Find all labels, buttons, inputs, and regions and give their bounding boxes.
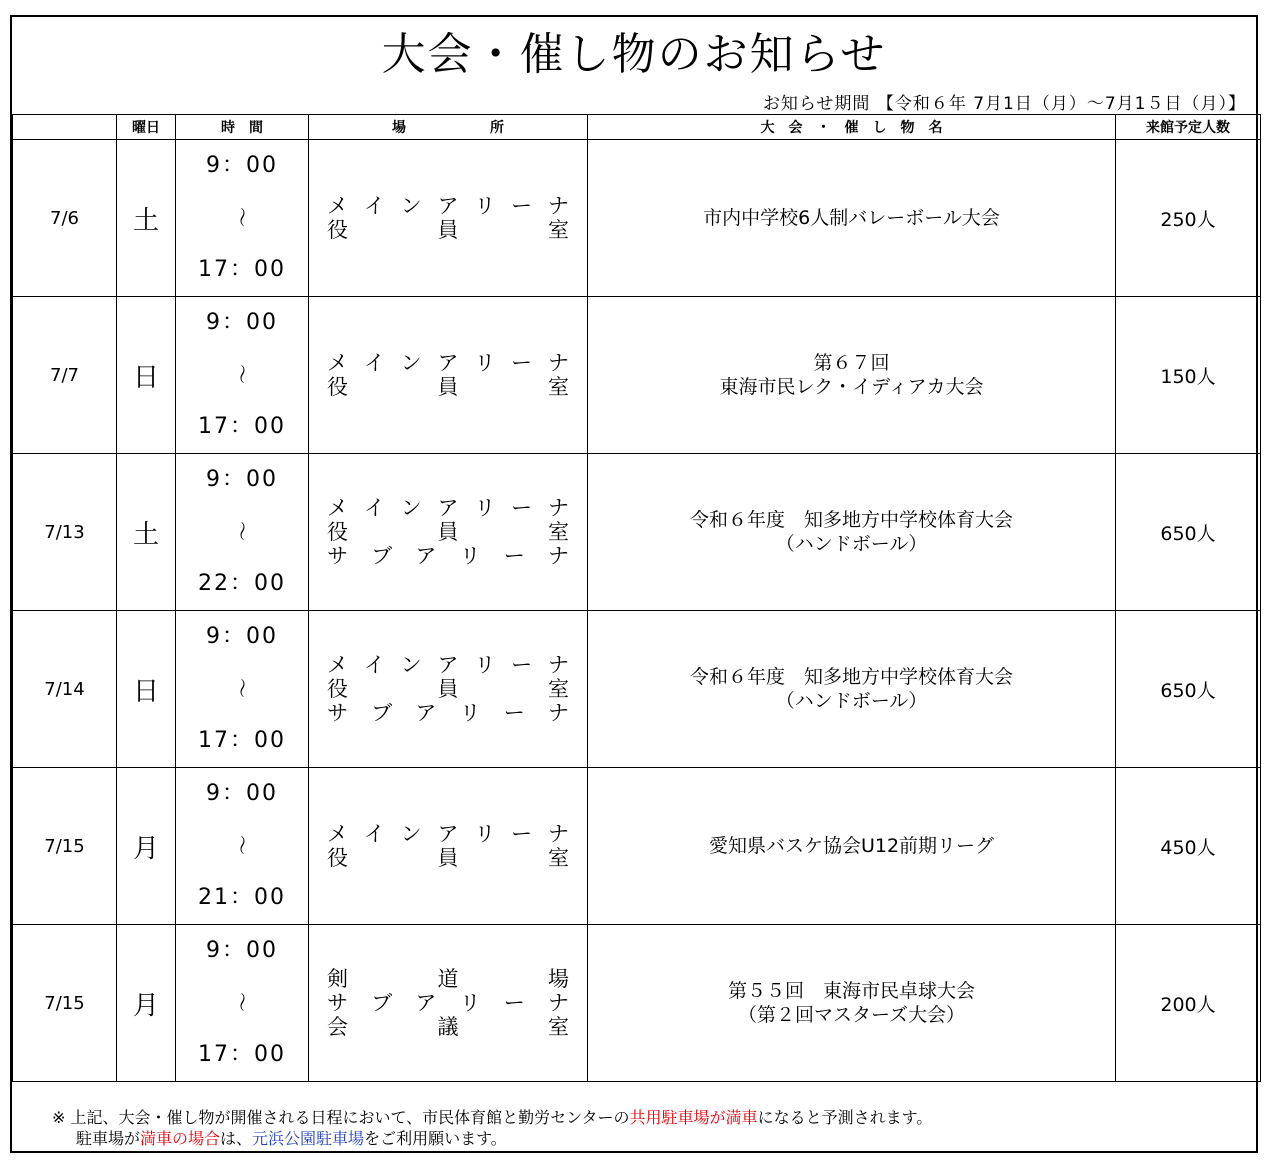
place-char: 室 (548, 218, 569, 242)
place-line (327, 194, 569, 218)
event-cell (588, 925, 1116, 1082)
event-cell (588, 297, 1116, 454)
place-cell (309, 925, 588, 1082)
event-name: 市内中学校6人制バレーボール大会 (703, 207, 1000, 229)
weekday-cell: 月 (117, 768, 176, 925)
place-line (327, 520, 569, 544)
event-name: 愛知県バスケ協会U12前期リーグ (708, 835, 995, 857)
place-char: ナ (547, 351, 569, 375)
start-time: 9：00 (206, 624, 278, 649)
weekday-cell: 月 (117, 925, 176, 1082)
time-cell (176, 140, 309, 297)
start-time: 9：00 (206, 310, 278, 335)
place-char: イ (363, 653, 385, 677)
start-time: 9：00 (206, 153, 278, 178)
place-line (327, 991, 569, 1015)
place-char: ナ (547, 544, 569, 568)
place-char: ア (415, 544, 437, 568)
place-char: 員 (437, 218, 459, 242)
range-tilde: ～ (230, 835, 254, 857)
end-time: 17：00 (198, 1042, 286, 1067)
place-line (327, 218, 569, 242)
place-char: 室 (548, 1015, 569, 1039)
place-char: イ (363, 496, 385, 520)
date-cell: 7/14 (13, 611, 117, 768)
place-char: ー (503, 991, 525, 1015)
attendance-cell: 150人 (1116, 297, 1261, 454)
place-char: 員 (437, 677, 459, 701)
event-cell (588, 768, 1116, 925)
place-char: サ (327, 544, 348, 568)
warning-text: 共用駐車場が満車 (629, 1108, 758, 1127)
place-char: 会 (327, 1015, 348, 1039)
alt-parking-text: 元浜公園駐車場 (252, 1129, 365, 1148)
place-cell (309, 140, 588, 297)
place-char: ブ (371, 701, 393, 725)
place-char: 役 (327, 846, 348, 870)
place-line (327, 375, 569, 399)
start-time: 9：00 (206, 781, 278, 806)
start-time: 9：00 (206, 938, 278, 963)
place-char: サ (327, 701, 348, 725)
place-char: イ (363, 194, 385, 218)
end-time: 17：00 (198, 414, 286, 439)
place-char: ナ (547, 991, 569, 1015)
place-char: ナ (547, 653, 569, 677)
place-line (327, 822, 569, 846)
place-char: リ (474, 194, 496, 218)
place-char: 役 (327, 677, 348, 701)
weekday-cell: 日 (117, 297, 176, 454)
event-subtitle: 東海市民レク・イディアカ大会 (719, 376, 984, 398)
date-cell: 7/15 (13, 768, 117, 925)
place-cell (309, 611, 588, 768)
place-char: ン (400, 496, 422, 520)
place-line (327, 701, 569, 725)
event-cell (588, 611, 1116, 768)
place-line (327, 544, 569, 568)
event-name: 令和６年度 知多地方中学校体育大会 (689, 509, 1013, 531)
event-name: 第５５回 東海市民卓球大会 (727, 980, 975, 1002)
place-char: 員 (437, 520, 459, 544)
place-char: ア (437, 496, 459, 520)
header-place: 場 所 (309, 115, 588, 140)
event-name: 第６７回 (813, 352, 890, 374)
attendance-cell: 200人 (1116, 925, 1261, 1082)
place-char: ア (437, 194, 459, 218)
table-row (13, 297, 1261, 454)
place-char: 室 (548, 375, 569, 399)
attendance-cell: 250人 (1116, 140, 1261, 297)
event-subtitle: （ハンドボール） (775, 690, 928, 712)
place-char: 道 (437, 967, 459, 991)
place-char: メ (327, 822, 348, 846)
end-time: 17：00 (198, 257, 286, 282)
event-subtitle: （ハンドボール） (775, 533, 928, 555)
place-cell (309, 768, 588, 925)
time-cell (176, 454, 309, 611)
place-char: ー (511, 496, 533, 520)
place-char: 剣 (327, 967, 348, 991)
place-char: ー (511, 351, 533, 375)
notice-period: お知らせ期間 【令和６年 7月1日（月）～7月1５日（月）】 (762, 94, 1246, 114)
time-cell (176, 297, 309, 454)
place-line (327, 967, 569, 991)
place-char: ー (503, 701, 525, 725)
parking-notice-line1: ※ 上記、大会・催し物が開催される日程において、市民体育館と勤労センターの共用駐車場が満車になると予測されます。 (52, 1108, 933, 1127)
end-time: 22：00 (198, 571, 286, 596)
table-row (13, 140, 1261, 297)
place-char: ー (511, 653, 533, 677)
event-subtitle: （第２回マスターズ大会） (737, 1004, 966, 1026)
place-cell (309, 454, 588, 611)
place-char: ン (400, 822, 422, 846)
header-date (13, 115, 117, 140)
schedule-table (12, 114, 1261, 1082)
place-char: メ (327, 194, 348, 218)
date-cell: 7/13 (13, 454, 117, 611)
start-time: 9：00 (206, 467, 278, 492)
weekday-cell: 日 (117, 611, 176, 768)
end-time: 21：00 (198, 885, 286, 910)
place-char: 役 (327, 375, 348, 399)
range-tilde: ～ (230, 521, 254, 543)
place-char: 室 (548, 520, 569, 544)
place-char: ー (511, 194, 533, 218)
parking-notice (52, 1107, 932, 1149)
place-char: イ (363, 351, 385, 375)
warning-text-full: 満車の場合 (140, 1129, 221, 1148)
place-char: ン (400, 351, 422, 375)
place-char: 員 (437, 846, 459, 870)
place-char: ー (503, 544, 525, 568)
place-char: サ (327, 991, 348, 1015)
place-char: ナ (547, 496, 569, 520)
weekday-cell: 土 (117, 140, 176, 297)
range-tilde: ～ (230, 992, 254, 1014)
time-cell (176, 611, 309, 768)
header-time: 時 間 (176, 115, 309, 140)
place-char: 議 (437, 1015, 459, 1039)
place-char: ン (400, 194, 422, 218)
range-tilde: ～ (230, 364, 254, 386)
place-char: ア (437, 653, 459, 677)
date-cell: 7/6 (13, 140, 117, 297)
place-line (327, 351, 569, 375)
page-title: 大会・催し物のお知らせ (381, 29, 887, 80)
place-char: リ (459, 544, 481, 568)
attendance-cell: 650人 (1116, 454, 1261, 611)
place-char: リ (459, 991, 481, 1015)
table-row (13, 454, 1261, 611)
place-char: リ (474, 822, 496, 846)
weekday-cell: 土 (117, 454, 176, 611)
place-char: ア (437, 822, 459, 846)
event-cell (588, 454, 1116, 611)
notice-frame (10, 15, 1258, 1153)
place-char: イ (363, 822, 385, 846)
table-header-row (13, 115, 1261, 140)
attendance-cell: 650人 (1116, 611, 1261, 768)
place-char: 室 (548, 846, 569, 870)
table-row (13, 611, 1261, 768)
range-tilde: ～ (230, 207, 254, 229)
place-char: ア (415, 991, 437, 1015)
place-char: 員 (437, 375, 459, 399)
event-name: 令和６年度 知多地方中学校体育大会 (689, 666, 1013, 688)
header-weekday: 曜日 (117, 115, 176, 140)
place-char: リ (459, 701, 481, 725)
place-char: 場 (548, 967, 569, 991)
parking-notice-line2: 駐車場が満車の場合は、元浜公園駐車場をご利用願います。 (76, 1129, 507, 1148)
place-cell (309, 297, 588, 454)
place-char: ナ (547, 701, 569, 725)
range-tilde: ～ (230, 678, 254, 700)
place-char: 室 (548, 677, 569, 701)
place-char: メ (327, 653, 348, 677)
time-cell (176, 925, 309, 1082)
place-line (327, 1015, 569, 1039)
date-cell: 7/7 (13, 297, 117, 454)
place-char: 役 (327, 520, 348, 544)
place-char: リ (474, 351, 496, 375)
place-line (327, 677, 569, 701)
time-cell (176, 768, 309, 925)
place-char: リ (474, 496, 496, 520)
table-row (13, 768, 1261, 925)
header-attendance: 来館予定人数 (1116, 115, 1261, 140)
place-char: メ (327, 496, 348, 520)
place-char: ー (511, 822, 533, 846)
place-char: 役 (327, 218, 348, 242)
place-char: ブ (371, 991, 393, 1015)
place-char: ア (415, 701, 437, 725)
place-line (327, 846, 569, 870)
place-char: ブ (371, 544, 393, 568)
place-char: ナ (547, 822, 569, 846)
place-line (327, 496, 569, 520)
header-event: 大 会 ・ 催 し 物 名 (588, 115, 1116, 140)
place-char: ナ (547, 194, 569, 218)
place-char: メ (327, 351, 348, 375)
end-time: 17：00 (198, 728, 286, 753)
place-line (327, 653, 569, 677)
event-cell (588, 140, 1116, 297)
place-char: リ (474, 653, 496, 677)
place-char: ン (400, 653, 422, 677)
place-char: ア (437, 351, 459, 375)
attendance-cell: 450人 (1116, 768, 1261, 925)
table-row (13, 925, 1261, 1082)
date-cell: 7/15 (13, 925, 117, 1082)
